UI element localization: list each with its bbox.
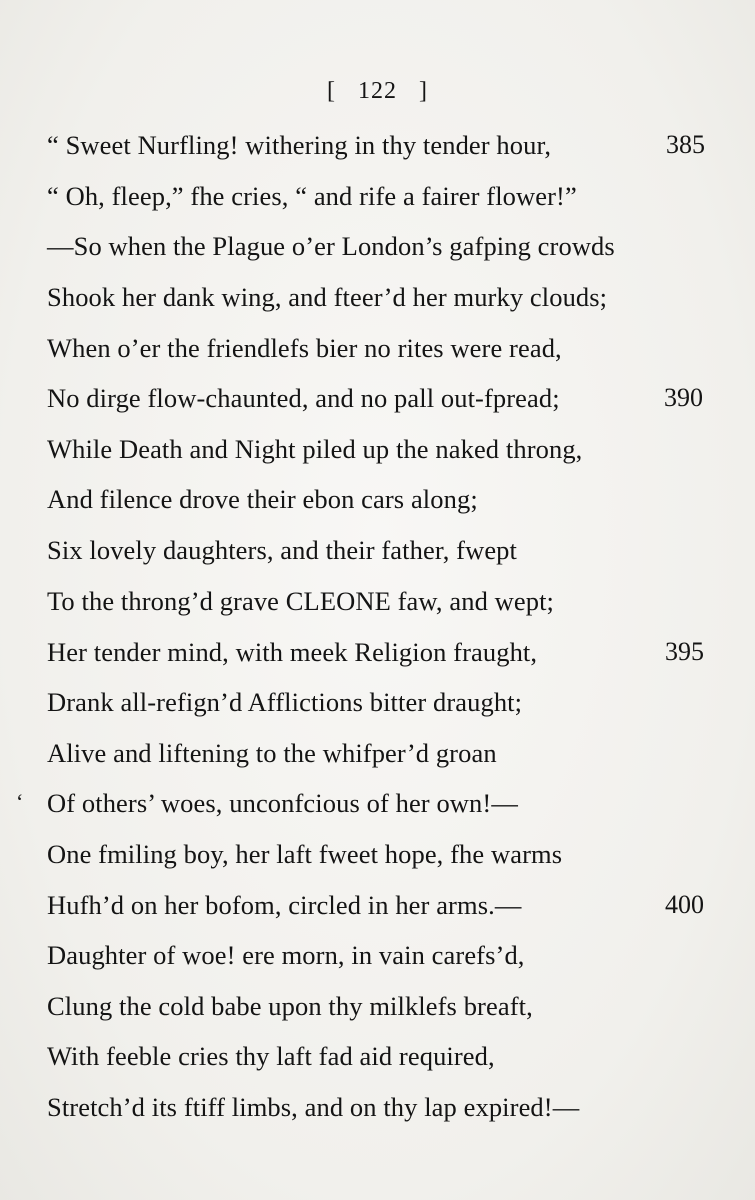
verse-line: Of others’ woes, unconfcious of her own!— (47, 788, 518, 818)
verse-line: To the throng’d grave CLEONE faw, and wept; (47, 586, 555, 616)
line-number: 395 (665, 637, 704, 666)
verse-line: One fmiling boy, her laft fweet hope, fhe warms (47, 839, 563, 869)
header-open-bracket: [ (327, 78, 336, 104)
verse-line: When o’er the friendlefs bier no rites were read, (47, 333, 562, 363)
verse-line: While Death and Night piled up the naked throng, (47, 434, 583, 464)
line-number: 400 (665, 890, 704, 919)
verse-line: “ Oh, fleep,” fhe cries, “ and rife a fairer flower!” (47, 181, 577, 211)
verse-line: —So when the Plague o’er London’s gafping crowds (47, 231, 615, 261)
verse-line: Six lovely daughters, and their father, fwept (47, 535, 517, 565)
verse-line: Stretch’d its ftiff limbs, and on thy lap expired!— (47, 1092, 580, 1122)
verse-line: Her tender mind, with meek Religion fraught, (47, 637, 538, 667)
verse-line: Daughter of woe! ere morn, in vain carefs’d, (47, 940, 525, 970)
verse-line: Drank all-refign’d Afflictions bitter draught; (47, 687, 523, 717)
verse-line: Alive and liftening to the whifper’d groan (47, 738, 497, 768)
verse-line: No dirge flow-chaunted, and no pall out-fpread; (47, 383, 560, 413)
verse-line: Hufh’d on her bofom, circled in her arms.— (47, 890, 522, 920)
verse-line: With feeble cries thy laft fad aid required, (47, 1041, 495, 1071)
verse-line: “ Sweet Nurfling! withering in thy tender hour, (47, 130, 552, 160)
line-number: 390 (664, 383, 703, 412)
page-header (0, 78, 755, 105)
page-number: 122 (358, 78, 397, 104)
verse-line: Shook her dank wing, and fteer’d her murky clouds; (47, 282, 608, 312)
line-number: 385 (666, 130, 705, 159)
header-close-bracket: ] (419, 78, 428, 104)
verse-line: And filence drove their ebon cars along; (47, 484, 478, 514)
verse-line: Clung the cold babe upon thy milklefs breaft, (47, 991, 533, 1021)
margin-mark: ʻ (16, 789, 24, 814)
